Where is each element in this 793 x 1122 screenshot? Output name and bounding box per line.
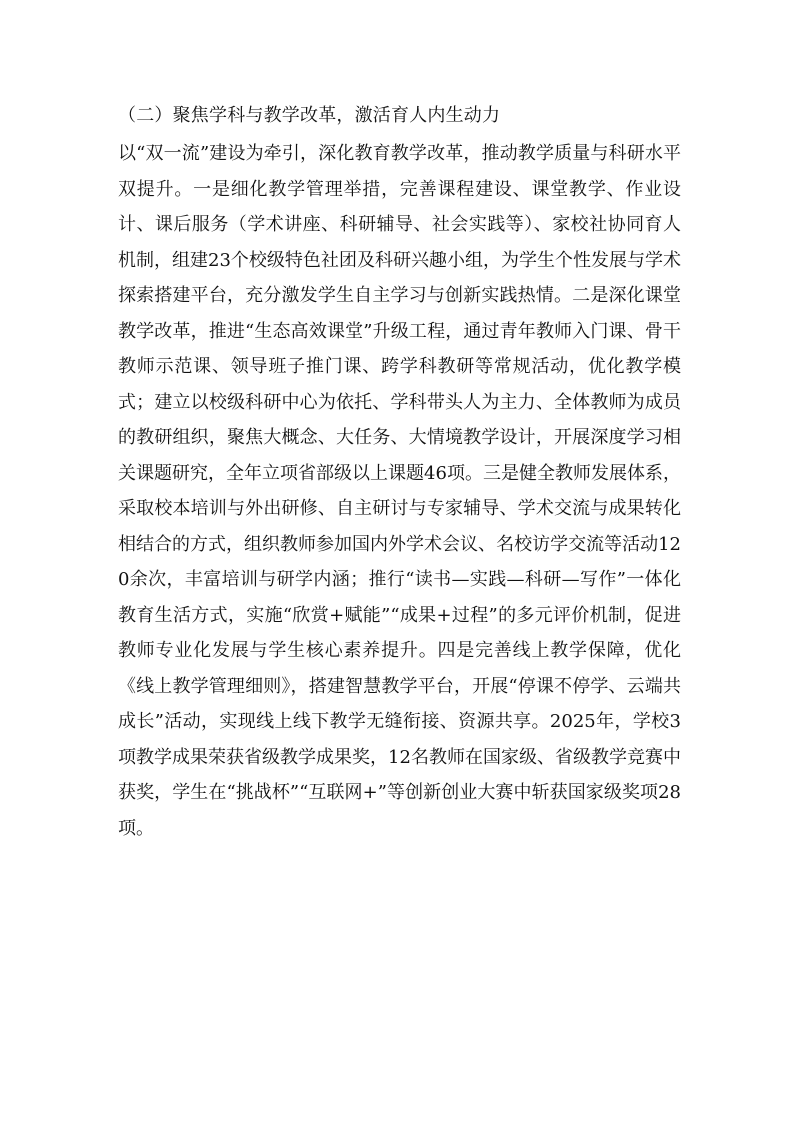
- body-paragraph: 以“双一流”建设为牵引，深化教育教学改革，推动教学质量与科研水平双提升。一是细化教学管理举措，完善课程建设、课堂教学、作业设计、课后服务（学术讲座、科研辅导、社会实践等）、家校社协同育人机制，组建23个校级特色社团及科研兴趣小组，为学生个性发展与学术探索搭建平台，充分激发学生自主学习与创新实践热情。二是深化课堂教学改革，推进“生态高效课堂”升级工程，通过青年教师入门课、骨干教师示范课、领导班子推门课、跨学科教研等常规活动，优化教学模式；建立以校级科研中心为依托、学科带头人为主力、全体教师为成员的教研组织，聚焦大概念、大任务、大情境教学设计，开展深度学习相关课题研究，全年立项省部级以上课题46项。三是健全教师发展体系，采取校本培训与外出研修、自主研讨与专家辅导、学术交流与成果转化相结合的方式，组织教师参加国内外学术会议、名校访学交流等活动120余次，丰富培训与研学内涵；推行“读书—实践—科研—写作”一体化教育生活方式，实施“欣赏+赋能”“成果+过程”的多元评价机制，促进教师专业化发展与学生核心素养提升。四是完善线上教学保障，优化《线上教学管理细则》，搭建智慧教学平台，开展“停课不停学、云端共成长”活动，实现线上线下教学无缝衔接、资源共享。2025年，学校3项教学成果荣获省级教学成果奖，12名教师在国家级、省级教学竞赛中获奖，学生在“挑战杯”“互联网+”等创新创业大赛中斩获国家级奖项28项。: [118, 143, 681, 839]
- document-content: [118, 102, 681, 846]
- section-heading: （二）聚焦学科与教学改革，激活育人内生动力: [118, 105, 501, 126]
